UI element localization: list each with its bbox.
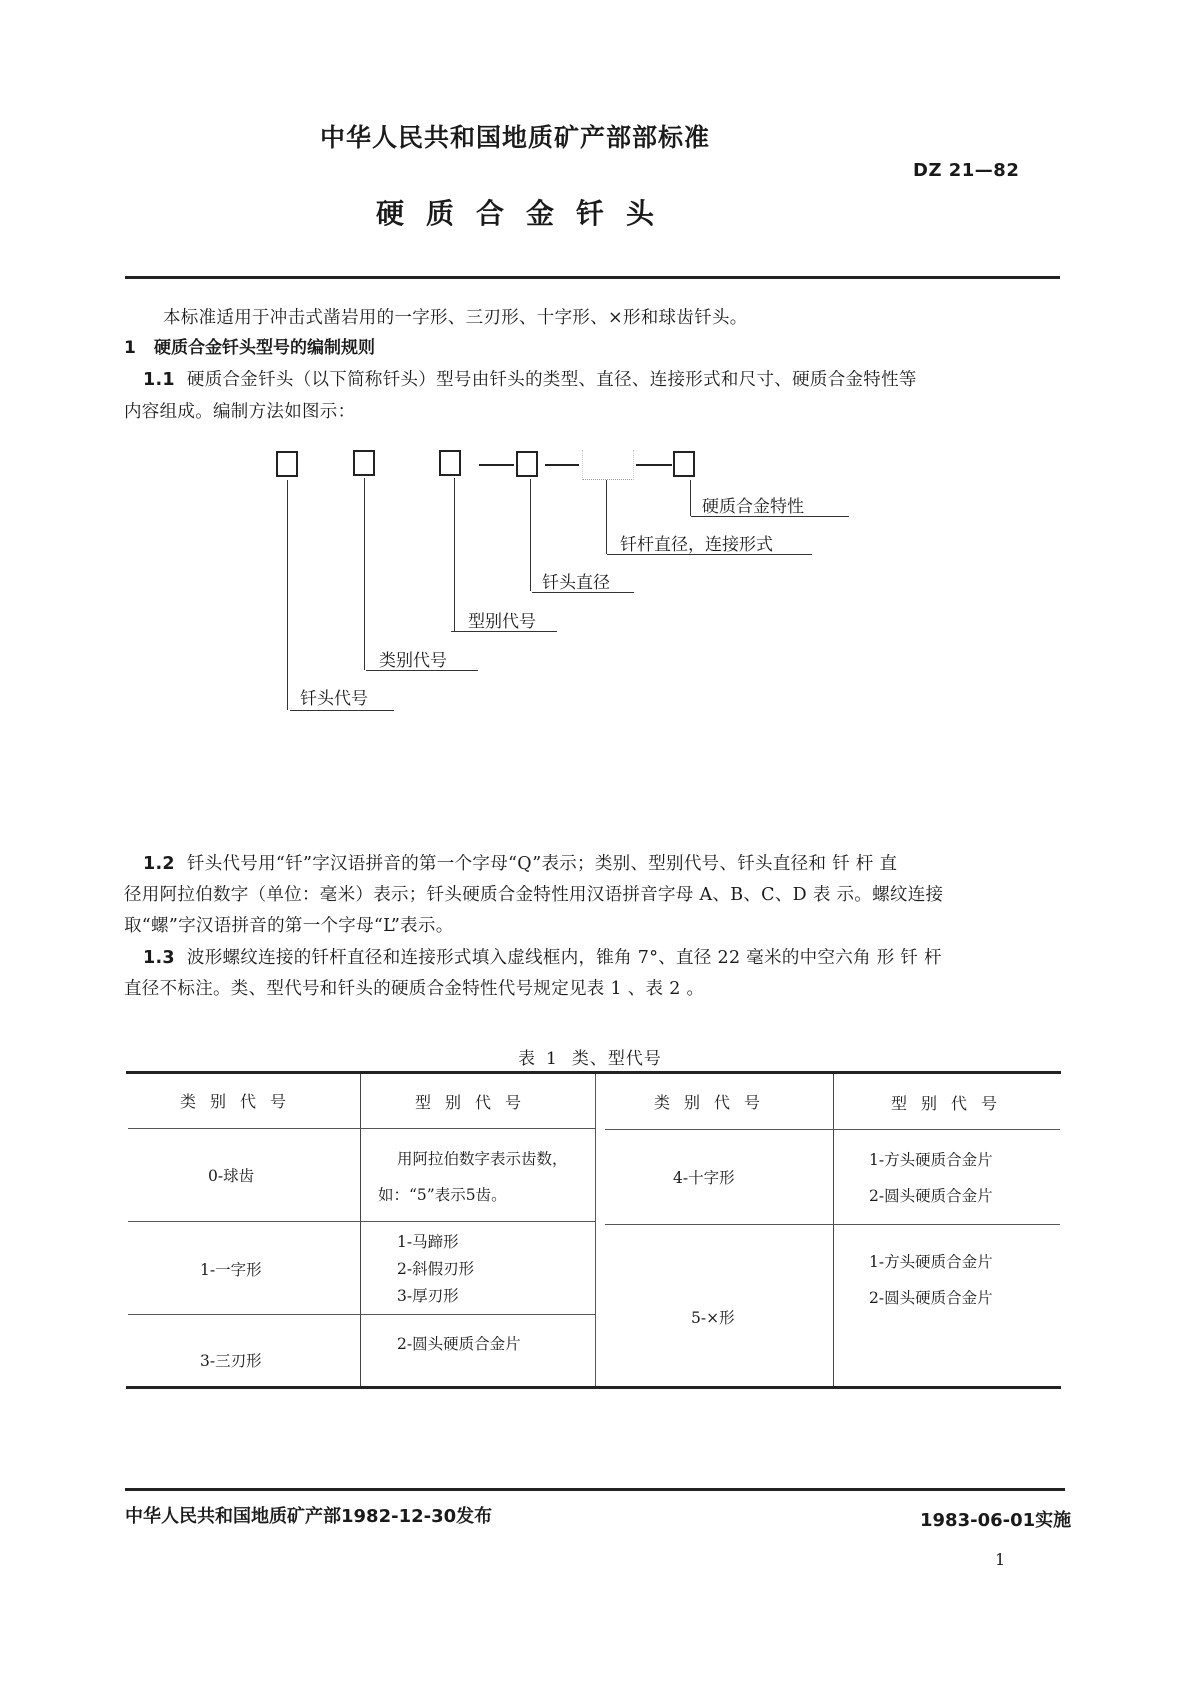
leader-line (454, 478, 455, 632)
issuing-organization: 中华人民共和国地质矿产部部标准 (320, 123, 711, 152)
clause-number: 1.1 (143, 370, 175, 390)
table-cell-category: 5-×形 (691, 1309, 735, 1327)
table-cell-type: 2-圆头硬质合金片 (869, 1187, 993, 1205)
table-cell-category: 0-球齿 (208, 1167, 255, 1185)
label-underline (290, 710, 394, 711)
clause-1-3-line-1 (143, 942, 942, 974)
box-carbide-property (673, 451, 695, 477)
table-cell-type: 1-马蹄形 (397, 1233, 459, 1251)
clause-1-2-line-3: 取“螺”字汉语拼音的第一个字母“L”表示。 (124, 916, 454, 936)
caption-prefix: 表 (518, 1049, 536, 1069)
label-type-code: 型别代号 (468, 612, 536, 632)
table-cell-type: 2-圆头硬质合金片 (397, 1335, 521, 1353)
header-category-code: 类别代号 (654, 1093, 775, 1112)
clause-number: 1.3 (143, 948, 175, 968)
leader-line (364, 478, 365, 670)
box-bit-code (276, 451, 298, 477)
issue-statement: 中华人民共和国地质矿产部1982-12-30发布 (125, 1506, 493, 1527)
header-rule (125, 276, 1060, 279)
table-cell-type: 如：“5”表示5齿。 (378, 1186, 507, 1204)
table-cell-category: 1-一字形 (200, 1261, 262, 1279)
label-category-code: 类别代号 (379, 651, 447, 671)
header-type-code: 型别代号 (415, 1093, 536, 1112)
box-category-code (353, 450, 375, 476)
table-cell-type: 2-圆头硬质合金片 (869, 1289, 993, 1307)
clause-1-2-line-2: 径用阿拉伯数字（单位：毫米）表示；钎头硬质合金特性用汉语拼音字母 A、B、C、D 表 示。螺纹连接 (124, 885, 944, 905)
table-cell-category: 4-十字形 (673, 1169, 735, 1187)
connector-dash (545, 464, 579, 466)
clause-1-2-line-1 (143, 848, 897, 880)
row-line (128, 1221, 595, 1222)
table-cell-type: 1-方头硬质合金片 (869, 1151, 993, 1169)
section-number: 1 (124, 338, 136, 358)
column-divider (360, 1074, 361, 1386)
header-row-line (605, 1129, 1060, 1130)
header-type-code: 型别代号 (891, 1094, 1012, 1113)
column-divider (833, 1074, 834, 1386)
clause-text: 波形螺纹连接的钎杆直径和连接形式填入虚线框内，锥角 7°、直径 22 毫米的中空六角 形 钎 杆 (186, 948, 942, 968)
scope-paragraph: 本标准适用于冲击式凿岩用的一字形、三刃形、十字形、×形和球齿钎头。 (163, 308, 748, 328)
section-title: 硬质合金钎头型号的编制规则 (154, 338, 375, 358)
connector-dash (479, 464, 514, 466)
dashed-box-rod-diameter (582, 450, 634, 480)
caption-title: 类、型代号 (571, 1049, 662, 1069)
header-category-code: 类别代号 (180, 1092, 301, 1111)
row-line (128, 1314, 595, 1315)
leader-line (690, 480, 691, 516)
label-carbide-property: 硬质合金特性 (702, 497, 804, 517)
header-row-line (128, 1128, 595, 1129)
caption-number: 1 (546, 1049, 558, 1069)
table-top-rule (126, 1071, 1061, 1074)
label-bit-code: 钎头代号 (300, 689, 368, 709)
clause-1-3-line-2: 直径不标注。类、型代号和钎头的硬质合金特性代号规定见表 1 、表 2 。 (124, 979, 705, 999)
leader-line (530, 479, 531, 591)
connector-dash (636, 464, 672, 466)
row-line (605, 1224, 1060, 1225)
leader-line (287, 480, 288, 710)
box-bit-diameter (516, 451, 538, 477)
box-type-code (439, 450, 461, 476)
standard-code: DZ 21—82 (913, 160, 1020, 181)
clause-text: 硬质合金钎头（以下简称钎头）型号由钎头的类型、直径、连接形式和尺寸、硬质合金特性等 (186, 370, 917, 390)
effective-date: 1983-06-01实施 (920, 1510, 1072, 1531)
page-number: 1 (995, 1550, 1006, 1569)
clause-text: 钎头代号用“钎”字汉语拼音的第一个字母“Q”表示；类别、型别代号、钎头直径和 钎 杆 直 (186, 854, 898, 874)
half-divider-double (595, 1074, 599, 1386)
table-cell-type: 3-厚刃形 (397, 1287, 459, 1305)
document-title: 硬质合金钎头 (376, 197, 677, 230)
leader-line (606, 480, 607, 554)
footer-rule (125, 1488, 1065, 1491)
table-cell-type: 1-方头硬质合金片 (869, 1253, 993, 1271)
table-1-caption (518, 1044, 662, 1069)
clause-number: 1.2 (143, 854, 175, 874)
table-cell-category: 3-三刃形 (200, 1352, 262, 1370)
label-bit-diameter: 钎头直径 (542, 573, 610, 593)
table-cell-type: 用阿拉伯数字表示齿数， (397, 1150, 568, 1168)
table-bottom-rule (126, 1386, 1061, 1389)
clause-1-1-line-1 (143, 364, 917, 396)
section-1-heading (124, 333, 375, 358)
label-rod-diameter-connection: 钎杆直径，连接形式 (620, 535, 773, 555)
clause-1-1-line-2: 内容组成。编制方法如图示： (124, 402, 356, 422)
table-cell-type: 2-斜假刃形 (397, 1260, 475, 1278)
